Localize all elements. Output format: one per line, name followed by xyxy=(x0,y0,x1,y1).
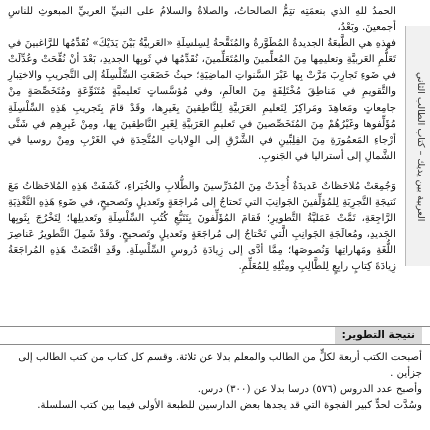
development-result-list xyxy=(8,350,422,414)
development-result-header xyxy=(0,326,430,345)
opening-praise: الحمدُ للهِ الذي بنعمَتِه تتِمُّ الصالحاتُ، والصلاةُ والسلامُ على النبيِّ العربيِّ المبعوثِ للناسِ أجمعينَ. وبَعْدُ، xyxy=(8,6,396,34)
preface-paragraph-1: فهذهِ هي الطَّبعَةُ الجديدةُ المُطَوَّرةُ والمُنَقَّحةُ لِسِلسِلَةِ «العَربيَّةُ بَيْنَ يَدَيْكَ» نُقَدِّمُها للرَّاغبينَ في تَعَلُّمِ العَربيَّةِ وتعليمِها مِنَ المُعلِّمينَ والمُتَعَلِّمينَ، نُقَدِّمُها في ثَوبِها الجديدِ، بَعْدَ أنْ نُقِّحَتْ وعُدِّلَتْ في ضَوءِ تَجارِبَ مَرَّتْ بِها عَبْرَ السَّنواتِ الماضِيَةِ؛ حيثُ خَضَعَتِ السِّلْسِلَةُ إلى التَّجريبِ والاختِبارِ والتَّقويمِ في مَناطِقَ مُخْتَلِفَةٍ مِنَ العالَمِ، وفي مُؤسَّساتٍ تَعليميَّةٍ مُتَنَوِّعَةٍ ومُتَخَصِّصَةٍ مِنْ جامِعاتٍ ومَعاهِدَ ومَراكِزَ لِتَعليمِ العَرَبيَّةِ لِلنَّاطِقينَ بِغَيرِها، وقَدْ قامَ بِتَجريبِ هَذِهِ السِّلْسِلَةِ مُؤَلِّفوها وغَيْرُهُمْ مِنَ المُتَخَصِّصينَ في تَعليمِ العَرَبيَّةِ لِغَيرِ النَّاطِقينَ بِها، ومِنْ غَيرِهِم في شَتَّى أرْجاءِ المَعمُورَةِ مِنَ الفِلِبِّينِ في الشَّرْقِ إلى الوِلاياتِ المُتَّحِدَةِ في الغَرْبِ ومِنْ روسيا في الشَّمالِ إلى أستراليا في الجَنوبِ. xyxy=(8,38,396,162)
preface-paragraph-2: وَجُمِعَتْ مُلاحَظاتٌ عَديدَةٌ أُخِذَتْ مِنَ المُدَرِّسينَ والطُّلابِ والخُبَراءِ، كَشَفَتْ هَذِهِ المُلاحَظاتُ مَعَ نَتيجَةِ التَّجرِبَةِ لِلمُؤلِّفينَ الجَوانِبَ التي تَحتاجُ إلى مُراجَعَةٍ وتَعديلٍ وتَصحيحٍ، في ضَوءِ هَذِهِ التَّغْذِيَةِ الرَّاجِعَةِ، تَمَّتْ عَمَليَّةُ التَّطويرِ؛ فَقامَ المُؤَلِّفونَ بِتَتَبُّعِ كُتُبِ السِّلْسِلَةِ وتَعديلِها؛ لِتَخْرُجَ بِثَوبِها الجَديدِ، ومُعالَجَةِ الجَوانِبِ الَّتي تَحْتاجُ إلى مُراجَعَةٍ وتَعديلٍ وتَصحيحٍ. وقَدْ شَمِلَ التَّطويرُ عَناصِرَ اللُّغَةِ ومَهاراتِها وَنُصوصَها؛ مِمَّا أدَّى إلى زِيادَةِ دُروسِ السِّلْسِلَةِ. وقَدِ اقْتَضَتْ هَذِهِ المُراجَعَةُ زِيادَةَ كِتابٍ رابِعٍ لِلطَّالِبِ ومِثْلِهِ لِلمُعَلِّمِ. xyxy=(8,180,396,273)
result-item-books: أصبحت الكتب أربعة لكلٍّ من الطالب والمعلم بدلا عن ثلاثة. وقسم كل كتاب من كتب الطالب إلى جزأين . xyxy=(18,352,422,380)
book-title-side-label: العربية بين يديك – كتاب الطالب الثاني xyxy=(415,72,426,222)
result-item-lessons: وأصبح عدد الدروس (٥٧٦) درسا بدلا عن (٣٠٠) درس. xyxy=(197,384,422,396)
preface-body xyxy=(8,4,396,276)
book-title-side-tab xyxy=(405,26,430,266)
development-result-title: نتيجة التطوير: xyxy=(335,327,422,344)
result-item-gap: وسُدَّت لحدٍّ كبير الفجوة التي قد يجدها بعض الدارسين للطبعة الأولى فيما بين كتب السلسلة. xyxy=(37,400,422,412)
